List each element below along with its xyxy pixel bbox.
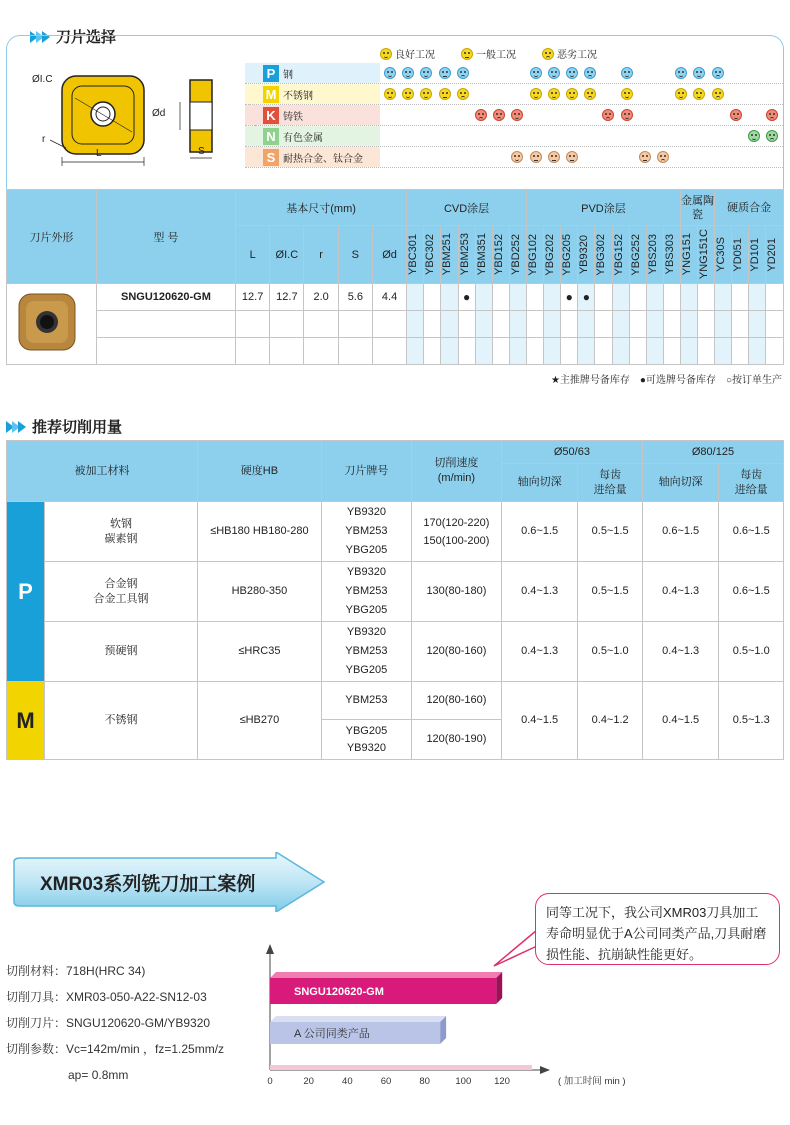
good-face-icon <box>675 67 687 79</box>
col-grade: YBS203 <box>646 234 659 275</box>
good-face-icon <box>384 88 396 100</box>
grade-cell <box>766 338 784 365</box>
dim-cell: 5.6 <box>338 284 372 311</box>
col-fz2: 每齿 进给量 <box>719 464 784 502</box>
table-row: 合金钢 合金工具钢 HB280-350 YB9320 YBM253 YBG205 130(80-180) 0.4~1.3 0.5~1.5 0.4~1.3 0.6~1.5 <box>7 562 784 622</box>
grade-cell <box>561 311 578 338</box>
grade-cell <box>509 338 526 365</box>
callout-bubble: 同等工况下，我公司XMR03刀具加工寿命明显优于A公司同类产品,刀具耐磨损性能、抗崩缺性能更好。 <box>535 893 780 965</box>
dim-label-s: S <box>198 146 205 157</box>
grade-cell <box>424 311 441 338</box>
good-face-icon <box>548 88 560 100</box>
grade-cell <box>715 338 732 365</box>
material-name: 铸铁 <box>283 111 303 123</box>
condition-legend <box>380 46 597 61</box>
grade-cell <box>766 311 784 338</box>
col-grade: YBD152 <box>492 234 505 275</box>
dim-cell: 2.0 <box>304 284 338 311</box>
grade-cell <box>544 284 561 311</box>
insert-photo <box>16 291 78 353</box>
grade-cell <box>680 338 697 365</box>
good-face-icon <box>530 67 542 79</box>
model-cell <box>96 311 235 338</box>
good-face-icon <box>621 67 633 79</box>
col-grade: YD201 <box>766 237 779 272</box>
table-row <box>7 338 784 365</box>
grade-cell <box>424 338 441 365</box>
legend-normal: 一般工况 <box>461 46 516 61</box>
col-grade: YBG152 <box>612 233 625 276</box>
sad-face-icon <box>712 88 724 100</box>
grade-cell <box>595 284 612 311</box>
good-face-icon <box>420 67 432 79</box>
good-face-icon <box>380 48 392 60</box>
col-grade: YBG302 <box>595 233 608 276</box>
col-ap1: 轴向切深 <box>501 464 577 502</box>
col-grade: YB9320 <box>578 234 591 275</box>
dim-cell <box>270 338 304 365</box>
good-face-icon <box>402 67 414 79</box>
col-grade: 刀片牌号 <box>321 441 411 502</box>
life-chart <box>240 944 660 1094</box>
col-group: 金属陶瓷 <box>680 190 714 226</box>
grade-cell <box>458 338 475 365</box>
sad-face-icon <box>584 67 596 79</box>
grade-cell <box>629 311 646 338</box>
grade-cell: ● <box>458 284 475 311</box>
param-material: 切削材料：718H(HRC 34) <box>6 964 146 978</box>
sad-face-icon <box>712 67 724 79</box>
grade-cell <box>646 338 663 365</box>
axis-band <box>270 1065 532 1070</box>
neutral-face-icon <box>566 151 578 163</box>
dim-label-r: r <box>42 134 46 145</box>
grade-cell <box>612 338 629 365</box>
neutral-face-icon <box>439 67 451 79</box>
grade-cell <box>715 311 732 338</box>
col-grade: YBM253 <box>458 233 471 276</box>
x-axis-arrow-icon <box>540 1066 550 1074</box>
good-face-icon <box>693 88 705 100</box>
good-face-icon <box>548 67 560 79</box>
section-title: 推荐切削用量 <box>32 419 123 436</box>
neutral-face-icon <box>439 88 451 100</box>
dim-cell <box>338 311 372 338</box>
grade-cell <box>698 284 715 311</box>
col-grade: YBS303 <box>663 234 676 275</box>
col-grade: YBG202 <box>544 233 557 276</box>
sad-face-icon <box>584 88 596 100</box>
good-face-icon <box>566 67 578 79</box>
material-row-k <box>245 105 783 126</box>
grade-cell <box>732 338 749 365</box>
col-grade: YBC302 <box>424 234 437 275</box>
product-legend: ★主推牌号备库存 ●可选牌号备库存 ○按订单生产 <box>550 375 782 386</box>
col-d80: Ø80/125 <box>642 441 783 464</box>
col-grade: YD101 <box>749 237 762 272</box>
neutral-face-icon <box>639 151 651 163</box>
material-name: 有色金属 <box>283 132 323 144</box>
tick-label: 100 <box>455 1076 472 1087</box>
grade-cell <box>646 284 663 311</box>
grade-cell <box>544 311 561 338</box>
grade-cell <box>749 338 766 365</box>
good-face-icon <box>621 109 633 121</box>
col-dim: S <box>338 226 372 284</box>
x-axis-label: ( 加工时间 min ) <box>558 1076 626 1087</box>
sad-face-icon <box>602 109 614 121</box>
grade-cell <box>612 284 629 311</box>
col-grade: YBG252 <box>629 233 642 276</box>
col-group: CVD涂层 <box>407 190 527 226</box>
model-cell: SNGU120620-GM <box>96 284 235 311</box>
material-letter: K <box>263 107 279 124</box>
grade-cell <box>749 284 766 311</box>
col-grade: YC30S <box>715 237 728 272</box>
good-face-icon <box>693 67 705 79</box>
tick-label: 40 <box>342 1076 353 1087</box>
good-face-icon <box>566 88 578 100</box>
col-model: 型 号 <box>96 190 235 284</box>
good-face-icon <box>621 88 633 100</box>
model-cell <box>96 338 235 365</box>
sad-face-icon <box>766 109 778 121</box>
dim-cell <box>372 311 406 338</box>
sad-face-icon <box>475 109 487 121</box>
grade-cell <box>766 284 784 311</box>
tick-label: 120 <box>494 1076 510 1087</box>
section-title: 刀片选择 <box>56 29 117 46</box>
grade-cell <box>492 284 509 311</box>
dim-cell: 12.7 <box>236 284 270 311</box>
col-grade: YBG102 <box>526 233 539 276</box>
material-letter: P <box>263 65 279 82</box>
grade-cell <box>526 284 543 311</box>
grade-cell <box>715 284 732 311</box>
grade-cell: ● <box>578 284 595 311</box>
case-params <box>6 958 224 1088</box>
grade-cell <box>492 338 509 365</box>
grade-cell <box>424 284 441 311</box>
dim-cell <box>236 338 270 365</box>
col-dims: 基本尺寸(mm) <box>236 190 407 226</box>
grade-cell <box>646 311 663 338</box>
good-face-icon <box>511 109 523 121</box>
material-letter: S <box>263 149 279 166</box>
grade-cell <box>698 311 715 338</box>
grade-cell <box>663 284 680 311</box>
good-face-icon <box>530 88 542 100</box>
case-title: XMR03系列铣刀加工案例 <box>40 874 256 895</box>
material-name: 耐热合金、钛合金 <box>283 153 363 165</box>
col-d50: Ø50/63 <box>501 441 642 464</box>
dim-label-d: Ød <box>152 108 166 119</box>
insert-drawing <box>20 60 260 170</box>
col-speed: 切削速度 (m/min) <box>411 441 501 502</box>
grade-cell <box>561 338 578 365</box>
sad-face-icon <box>657 151 669 163</box>
tick-label: 60 <box>380 1076 392 1087</box>
col-hardness: 硬度HB <box>197 441 321 502</box>
table-row <box>7 311 784 338</box>
good-face-icon <box>511 151 523 163</box>
section-header-cutting <box>6 416 122 437</box>
table-row: M 不锈钢 ≤HB270 YBM253 120(80-160) 0.4~1.5 0.4~1.2 0.4~1.5 0.5~1.3 <box>7 682 784 720</box>
param-cutting: 切削参数：Vc=142m/min ，fz=1.25mm/z <box>6 1042 225 1056</box>
tick-label: 80 <box>419 1076 430 1087</box>
col-grade: YBD252 <box>509 234 522 275</box>
col-grade: YBG205 <box>561 233 574 276</box>
col-dim: ØI.C <box>270 226 304 284</box>
col-grade: YBM251 <box>441 233 454 276</box>
grade-cell <box>698 338 715 365</box>
material-name: 钢 <box>283 69 293 81</box>
dim-cell <box>236 311 270 338</box>
material-name: 不锈钢 <box>283 90 313 102</box>
grade-cell <box>407 311 424 338</box>
grade-cell <box>749 311 766 338</box>
sad-face-icon <box>457 67 469 79</box>
material-letter: N <box>263 128 279 145</box>
param-tool: 切削刀具：XMR03-050-A22-SN12-03 <box>6 990 207 1004</box>
sad-face-icon <box>493 109 505 121</box>
tick-label: 20 <box>303 1076 314 1087</box>
material-row-p <box>245 63 783 84</box>
grade-cell <box>595 338 612 365</box>
grade-cell <box>732 311 749 338</box>
neutral-face-icon <box>461 48 473 60</box>
grade-cell <box>407 338 424 365</box>
good-face-icon <box>730 109 742 121</box>
col-group: PVD涂层 <box>526 190 680 226</box>
dim-cell <box>372 338 406 365</box>
good-face-icon <box>384 67 396 79</box>
grade-cell <box>578 311 595 338</box>
col-grade: YBM351 <box>475 233 488 276</box>
col-fz1: 每齿 进给量 <box>578 464 643 502</box>
product-table <box>6 189 784 365</box>
group-p: P <box>7 502 45 682</box>
sad-face-icon <box>457 88 469 100</box>
neutral-face-icon <box>530 151 542 163</box>
grade-cell <box>492 311 509 338</box>
table-row <box>7 284 784 311</box>
material-letter: M <box>263 86 279 103</box>
dim-label-ic: ØI.C <box>32 74 53 85</box>
grade-cell <box>475 311 492 338</box>
grade-cell <box>732 284 749 311</box>
group-m: M <box>7 682 45 760</box>
grade-cell <box>663 338 680 365</box>
grade-cell <box>680 311 697 338</box>
grade-cell <box>629 284 646 311</box>
table-row: P 软钢 碳素钢 ≤HB180 HB180-280 YB9320 YBM253 YBG205 170(120-220) 150(100-200) 0.6~1.5 0.5~1.5 0.6~1.5 0.6~1.5 <box>7 502 784 562</box>
good-face-icon <box>402 88 414 100</box>
grade-cell <box>526 338 543 365</box>
param-ap: ap= 0.8mm <box>68 1068 129 1082</box>
grade-cell <box>595 311 612 338</box>
col-grade: YBC301 <box>407 234 420 275</box>
good-face-icon <box>675 88 687 100</box>
sad-face-icon <box>542 48 554 60</box>
grade-cell <box>475 338 492 365</box>
col-shape: 刀片外形 <box>7 190 97 284</box>
good-face-icon <box>420 88 432 100</box>
table-row: 预硬钢 ≤HRC35 YB9320 YBM253 YBG205 120(80-160) 0.4~1.3 0.5~1.0 0.4~1.3 0.5~1.0 <box>7 622 784 682</box>
col-grade: YD051 <box>732 237 745 272</box>
tick-label: 0 <box>267 1076 273 1087</box>
material-row-n <box>245 126 783 147</box>
sad-face-icon <box>766 130 778 142</box>
col-grade: YNG151C <box>698 229 711 280</box>
dim-cell <box>304 338 338 365</box>
good-face-icon <box>748 130 760 142</box>
grade-cell <box>475 284 492 311</box>
col-material: 被加工材料 <box>7 441 198 502</box>
col-grade: YNG151 <box>680 233 693 276</box>
dim-cell: 4.4 <box>372 284 406 311</box>
grade-cell <box>441 338 458 365</box>
grade-cell <box>458 311 475 338</box>
dim-cell <box>338 338 372 365</box>
col-dim: Ød <box>372 226 406 284</box>
table-row: YBG205 YB9320 120(80-190) <box>7 720 784 760</box>
grade-cell <box>441 311 458 338</box>
grade-cell <box>441 284 458 311</box>
grade-cell <box>526 311 543 338</box>
grade-cell <box>680 284 697 311</box>
bar-label: A 公司同类产品 <box>294 1028 370 1040</box>
cutting-table <box>6 440 784 760</box>
grade-cell <box>407 284 424 311</box>
dim-cell <box>270 311 304 338</box>
legend-good: 良好工况 <box>380 46 435 61</box>
bar-label: SNGU120620-GM <box>294 986 384 998</box>
dim-cell: 12.7 <box>270 284 304 311</box>
col-ap2: 轴向切深 <box>642 464 718 502</box>
material-row-s <box>245 147 783 168</box>
grade-cell <box>629 338 646 365</box>
col-dim: r <box>304 226 338 284</box>
grade-cell <box>509 311 526 338</box>
col-group: 硬质合金 <box>715 190 784 226</box>
material-grid <box>245 63 783 168</box>
neutral-face-icon <box>548 151 560 163</box>
grade-cell <box>663 311 680 338</box>
arrow-icon <box>6 421 24 433</box>
param-insert: 切削刀片：SNGU120620-GM/YB9320 <box>6 1016 211 1030</box>
material-row-m <box>245 84 783 105</box>
grade-cell <box>612 311 629 338</box>
col-dim: L <box>236 226 270 284</box>
legend-bad: 恶劣工况 <box>542 46 597 61</box>
grade-cell: ● <box>561 284 578 311</box>
dim-label-l: L <box>96 148 102 159</box>
grade-cell <box>578 338 595 365</box>
grade-cell <box>509 284 526 311</box>
grade-cell <box>544 338 561 365</box>
y-axis-arrow-icon <box>266 944 274 954</box>
dim-cell <box>304 311 338 338</box>
